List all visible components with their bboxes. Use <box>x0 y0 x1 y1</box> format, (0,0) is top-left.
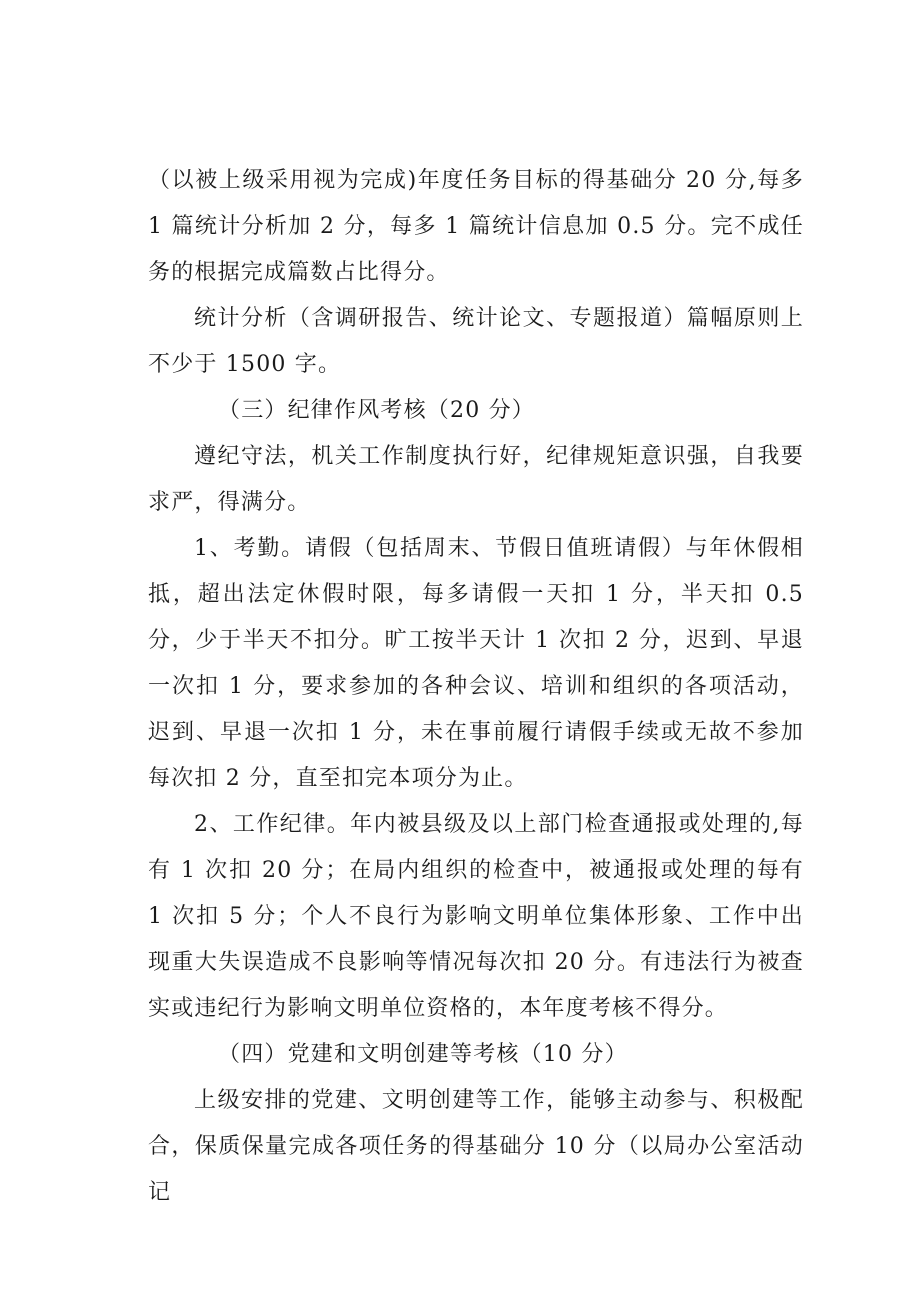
paragraph-article-length: 统计分析（含调研报告、统计论文、专题报道）篇幅原则上不少于 1500 字。 <box>148 306 804 377</box>
section-heading-party-building: （四）党建和文明创建等考核（10 分） <box>218 1042 628 1067</box>
paragraph-discipline-intro: 遵纪守法，机关工作制度执行好，纪律规矩意识强，自我要求严，得满分。 <box>148 444 804 515</box>
document-body <box>148 158 804 1216</box>
section-heading-discipline: （三）纪律作风考核（20 分） <box>218 398 535 423</box>
paragraph-attendance: 1、考勤。请假（包括周末、节假日值班请假）与年休假相抵，超出法定休假时限，每多请假一天扣 1 分，半天扣 0.5 分，少于半天不扣分。旷工按半天计 1 次扣 2 分，迟到、早退一次扣 1 分，要求参加的各种会议、培训和组织的各项活动，迟到、早退一次扣 1 分，未在事前履行请假手续或无故不参加每次扣 2 分，直至扣完本项分为止。 <box>148 536 804 791</box>
paragraph-task-scoring: （以被上级采用视为完成)年度任务目标的得基础分 20 分,每多 1 篇统计分析加 2 分，每多 1 篇统计信息加 0.5 分。完不成任务的根据完成篇数占比得分。 <box>148 168 804 285</box>
paragraph-party-building: 上级安排的党建、文明创建等工作，能够主动参与、积极配合，保质保量完成各项任务的得基础分 10 分（以局办公室活动记 <box>148 1088 804 1205</box>
paragraph-work-discipline: 2、工作纪律。年内被县级及以上部门检查通报或处理的,每有 1 次扣 20 分；在局内组织的检查中，被通报或处理的每有 1 次扣 5 分；个人不良行为影响文明单位集体形象、工作中出现重大失误造成不良影响等情况每次扣 20 分。有违法行为被查实或违纪行为影响文明单位资格的，本年度考核不得分。 <box>148 812 804 1021</box>
